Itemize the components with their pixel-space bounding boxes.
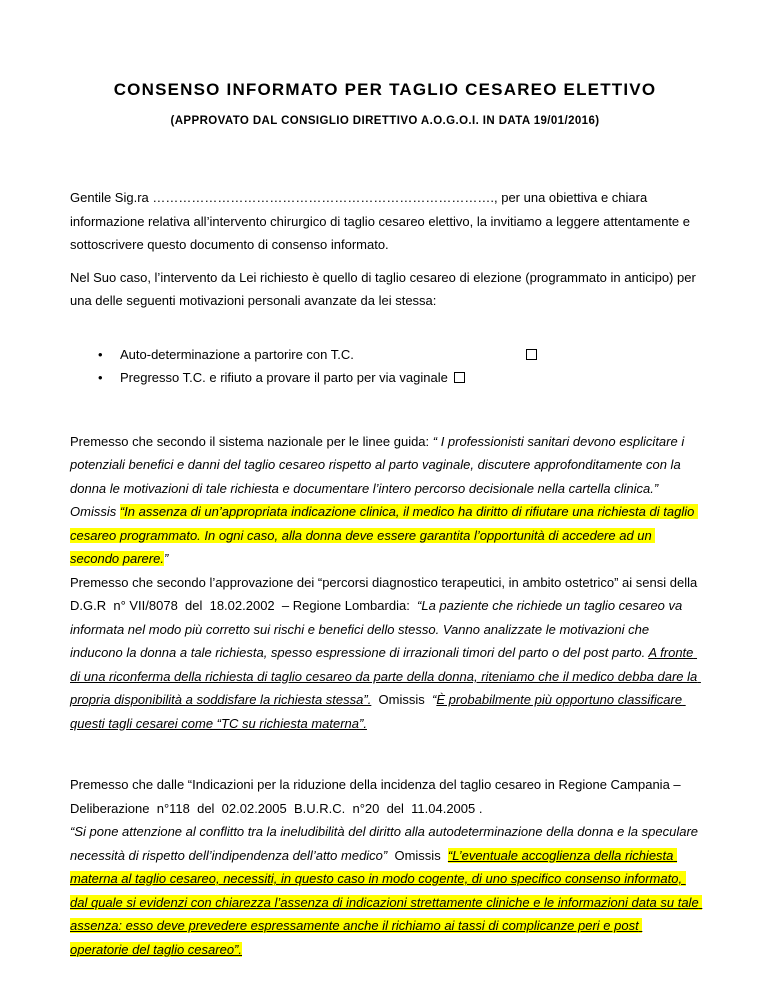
document-subtitle: (APPROVATO DAL CONSIGLIO DIRETTIVO A.O.G.O.I. IN DATA 19/01/2016): [170, 115, 600, 127]
bullet-icon: •: [98, 346, 103, 362]
text-run: Omissis: [387, 847, 448, 863]
text-run: “ I professionisti sanitari devono esplicitare i potenziali benefici e danni del taglio cesareo rispetto al parto vaginale, discutere approfonditamente con la donna le motivazioni di tale richiesta e documentare l’intero percorso decisionale nella cartella clinica.” Omissis: [70, 433, 688, 519]
checkbox-icon[interactable]: [526, 349, 537, 360]
list-item: [98, 343, 700, 367]
text-run: Premesso che secondo il sistema nazionale per le linee guida:: [70, 433, 433, 449]
text-run: Gentile Sig.ra: [70, 190, 153, 205]
text-run: Premesso che dalle “Indicazioni per la riduzione della incidenza del taglio cesareo in Regione Campania – Deliberazione n°118 del 02.02.2005 B.U.R.C. n°20 del 11.04.2005 .: [70, 777, 685, 816]
checkbox-icon[interactable]: [454, 372, 465, 383]
list-item: [98, 366, 700, 390]
text-run: ”: [163, 551, 169, 566]
text-run: “L’eventuale accoglienza della richiesta materna al taglio cesareo, necessiti, in questo caso in modo cogente, di uno specifico consenso informato, dal quale si evidenzi con chiarezza l’assenza di indicazioni strettamente cliniche e le informazioni data su tale assenza: esso deve prevedere espressamente anche il richiamo ai tassi di complicanze peri e post operatorie del taglio cesareo”.: [70, 847, 703, 957]
request-reason-paragraph: [70, 266, 700, 313]
text-run: Premesso che secondo l’approvazione dei “percorsi diagnostico terapeutici, in ambito ostetrico” ai sensi della D.G.R n° VII/8078 del 18.02.2002 – Regione Lombardia:: [70, 574, 705, 613]
name-fill-in-blank: …………………………………………………………………….: [152, 190, 494, 205]
text-run: , per una obiettiva e chiara informazione relativa all’intervento chirurgico di taglio cesareo elettivo, la invitiamo a leggere attentamente e sottoscrivere questo documento di consenso informato.: [70, 190, 694, 252]
motivation-label: Pregresso T.C. e rifiuto a provare il parto per via vaginale: [120, 370, 448, 385]
premesso-regione-campania-paragraph: [70, 773, 703, 961]
text-run: È probabilmente più opportuno classificare questi tagli cesarei come “TC su richiesta materna”.: [70, 692, 686, 731]
premesso-regione-lombardia-paragraph: [70, 571, 705, 736]
text-run: A fronte di una riconferma della richiesta di taglio cesareo da parte della donna, riteniamo che il medico debba dare la propria disponibilità a soddisfare la richiesta stessa”.: [70, 645, 701, 707]
document-title: CONSENSO INFORMATO PER TAGLIO CESAREO ELETTIVO: [113, 80, 657, 99]
salutation-paragraph: [70, 186, 700, 257]
text-run: Omissis: [371, 692, 432, 707]
text-run: “In assenza di un’appropriata indicazione clinica, il medico ha diritto di rifiutare una richiesta di taglio cesareo programmato. In ogni caso, alla donna deve essere garantita l’opportunità di accedere ad un secondo parere.: [70, 504, 698, 566]
motivation-label: Auto-determinazione a partorire con T.C.: [120, 346, 354, 362]
text-run: “Si pone attenzione al conflitto tra la ineludibilità del diritto alla autodeterminazione della donna e la speculare necessità di rispetto dell’indipendenza dell’atto medico”: [70, 824, 702, 863]
premesso-linee-guida-paragraph: [70, 430, 700, 571]
text-run: “La paziente che richiede un taglio cesareo va informata nel modo più corretto sui rischi e benefici dello stesso. Vanno analizzate le motivazioni che inducono la donna a tale richiesta, spesso espressione di irrazionali timori del parto o del post parto.: [70, 598, 686, 660]
text-run: Nel Suo caso, l’intervento da Lei richiesto è quello di taglio cesareo di elezione (programmato in anticipo) per una delle seguenti motivazioni personali avanzate da lei stessa:: [70, 269, 700, 308]
text-run: “: [432, 692, 437, 707]
motivation-list: [70, 343, 700, 390]
bullet-icon: •: [98, 370, 103, 385]
